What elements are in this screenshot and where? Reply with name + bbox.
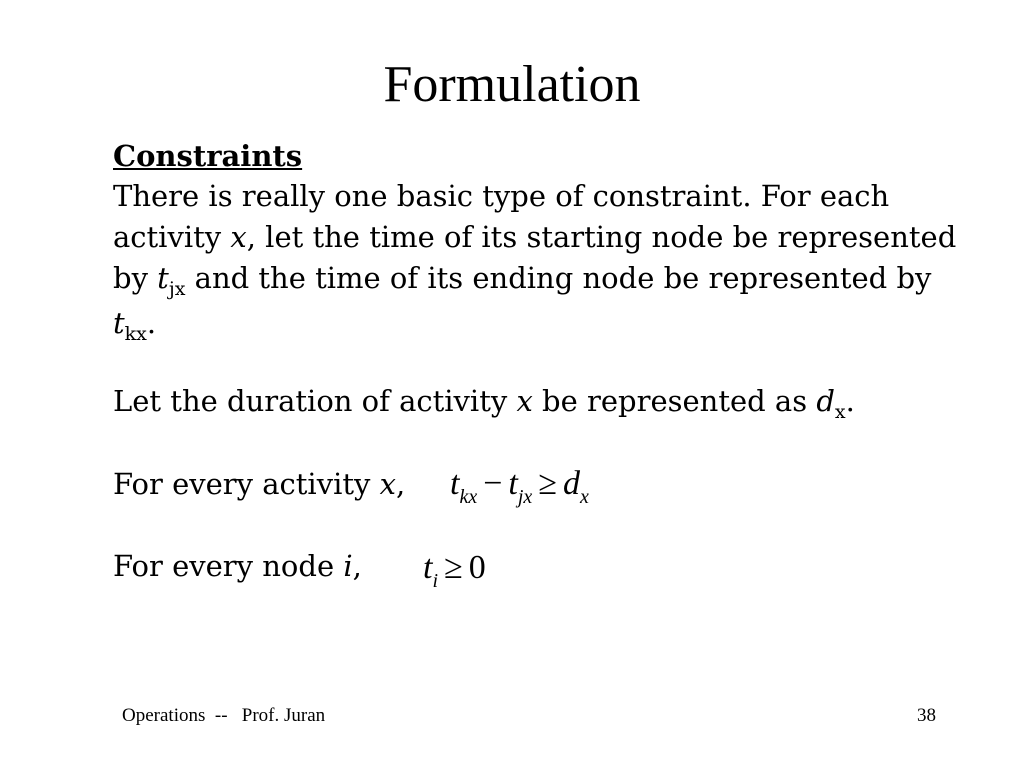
text-span: be represented as (532, 384, 817, 418)
formula-t: t (508, 465, 518, 502)
variable-x: x (379, 467, 396, 501)
formula-subscript-kx: kx (459, 486, 478, 508)
activity-constraint-formula (450, 464, 589, 508)
node-constraint-label (113, 546, 993, 587)
text-span: Let the duration of activity (113, 384, 517, 418)
period: . (845, 384, 855, 418)
comma: , (395, 467, 406, 501)
duration-definition (113, 381, 993, 426)
geq-sign: ≥ (538, 465, 557, 502)
minus-sign: − (483, 465, 503, 502)
period: . (146, 306, 157, 340)
para1-line2 (113, 217, 993, 258)
geq-sign: ≥ (444, 549, 463, 586)
text-span: For every activity (113, 467, 380, 501)
formula-t: t (450, 465, 460, 502)
para1-line3 (113, 258, 993, 303)
formula-t: t (423, 549, 433, 586)
node-constraint-formula (423, 548, 486, 592)
variable-t: t (157, 261, 169, 295)
constraint-description (113, 176, 993, 348)
text-span: and the time of its ending node be represented by (185, 261, 932, 295)
text-span: For every node (113, 549, 344, 583)
para1-line1: There is really one basic type of constraint. For each (113, 179, 890, 213)
variable-x: x (516, 384, 533, 418)
formula-subscript-jx: jx (517, 486, 533, 508)
comma: , (352, 549, 362, 583)
variable-i: i (343, 549, 353, 583)
text-span: , let the time of its starting node be represented (246, 220, 957, 254)
text-span: activity (113, 220, 231, 254)
variable-x: x (230, 220, 247, 254)
formula-subscript-i: i (432, 570, 439, 592)
footer-course-label: Operations -- Prof. Juran (122, 705, 326, 726)
subscript-x: x (834, 401, 846, 423)
formula-subscript-x: x (579, 486, 589, 508)
formula-zero: 0 (468, 549, 486, 586)
variable-d: d (816, 384, 835, 418)
variable-t: t (113, 306, 125, 340)
formula-d: d (562, 465, 580, 502)
subscript-jx: jx (168, 278, 186, 300)
para1-line4 (113, 303, 993, 348)
page-number: 38 (917, 705, 936, 726)
slide-title: Formulation (383, 56, 641, 113)
text-span: by (113, 261, 158, 295)
section-heading: Constraints (113, 139, 303, 173)
subscript-kx: kx (124, 323, 147, 345)
